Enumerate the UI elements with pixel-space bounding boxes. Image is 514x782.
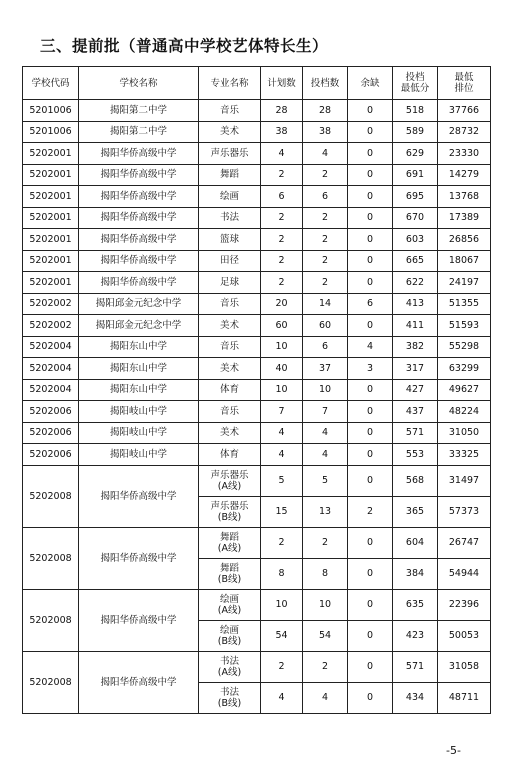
header-school-code: 学校代码 [23, 67, 79, 100]
table-row [23, 164, 491, 186]
plan-count-cell: 54 [261, 620, 303, 651]
filed-count-cell: 2 [303, 164, 348, 186]
header-min-score: 投档 最低分 [393, 67, 438, 100]
filed-count-cell: 38 [303, 121, 348, 143]
table-row [23, 527, 491, 558]
filed-count-cell: 4 [303, 422, 348, 444]
school-name-cell: 揭阳华侨高级中学 [79, 250, 199, 272]
filed-count-cell: 13 [303, 496, 348, 527]
min-score-cell: 568 [393, 465, 438, 496]
table-row [23, 100, 491, 122]
shortfall-cell: 0 [348, 401, 393, 423]
table-row [23, 589, 491, 620]
major-name-cell: 书法 [199, 207, 261, 229]
school-name-cell: 揭阳华侨高级中学 [79, 651, 199, 713]
table-body [23, 100, 491, 714]
header-school-name: 学校名称 [79, 67, 199, 100]
filed-count-cell: 4 [303, 444, 348, 466]
plan-count-cell: 2 [261, 527, 303, 558]
min-rank-cell: 50053 [438, 620, 491, 651]
min-rank-cell: 26856 [438, 229, 491, 251]
min-rank-cell: 48711 [438, 682, 491, 713]
filed-count-cell: 8 [303, 558, 348, 589]
filed-count-cell: 5 [303, 465, 348, 496]
major-name-cell: 书法 (B线) [199, 682, 261, 713]
min-rank-cell: 17389 [438, 207, 491, 229]
school-code-cell: 5202001 [23, 229, 79, 251]
school-code-cell: 5202001 [23, 186, 79, 208]
school-code-cell: 5202001 [23, 272, 79, 294]
min-score-cell: 365 [393, 496, 438, 527]
min-score-cell: 589 [393, 121, 438, 143]
plan-count-cell: 8 [261, 558, 303, 589]
plan-count-cell: 2 [261, 250, 303, 272]
plan-count-cell: 20 [261, 293, 303, 315]
plan-count-cell: 28 [261, 100, 303, 122]
school-code-cell: 5202008 [23, 465, 79, 527]
major-name-cell: 体育 [199, 379, 261, 401]
filed-count-cell: 2 [303, 229, 348, 251]
min-score-cell: 604 [393, 527, 438, 558]
filed-count-cell: 6 [303, 186, 348, 208]
major-name-cell: 美术 [199, 315, 261, 337]
school-name-cell: 揭阳第二中学 [79, 100, 199, 122]
major-name-cell: 音乐 [199, 293, 261, 315]
plan-count-cell: 2 [261, 272, 303, 294]
school-name-cell: 揭阳华侨高级中学 [79, 589, 199, 651]
school-name-cell: 揭阳东山中学 [79, 336, 199, 358]
min-rank-cell: 48224 [438, 401, 491, 423]
table-row [23, 401, 491, 423]
header-shortfall: 余缺 [348, 67, 393, 100]
plan-count-cell: 4 [261, 422, 303, 444]
plan-count-cell: 5 [261, 465, 303, 496]
filed-count-cell: 14 [303, 293, 348, 315]
shortfall-cell: 0 [348, 620, 393, 651]
section-heading: 三、提前批（普通高中学校艺体特长生） [40, 37, 329, 55]
major-name-cell: 美术 [199, 422, 261, 444]
min-score-cell: 317 [393, 358, 438, 380]
major-name-cell: 音乐 [199, 336, 261, 358]
school-name-cell: 揭阳岐山中学 [79, 401, 199, 423]
min-score-cell: 553 [393, 444, 438, 466]
min-rank-cell: 31058 [438, 651, 491, 682]
min-score-cell: 665 [393, 250, 438, 272]
table-row [23, 121, 491, 143]
shortfall-cell: 0 [348, 121, 393, 143]
school-name-cell: 揭阳邱金元纪念中学 [79, 315, 199, 337]
plan-count-cell: 2 [261, 229, 303, 251]
plan-count-cell: 4 [261, 682, 303, 713]
school-name-cell: 揭阳岐山中学 [79, 422, 199, 444]
min-rank-cell: 33325 [438, 444, 491, 466]
major-name-cell: 声乐器乐 (A线) [199, 465, 261, 496]
filed-count-cell: 6 [303, 336, 348, 358]
school-name-cell: 揭阳华侨高级中学 [79, 164, 199, 186]
school-code-cell: 5202002 [23, 315, 79, 337]
min-score-cell: 571 [393, 422, 438, 444]
table-row [23, 444, 491, 466]
major-name-cell: 绘画 (B线) [199, 620, 261, 651]
min-score-cell: 437 [393, 401, 438, 423]
major-name-cell: 舞蹈 [199, 164, 261, 186]
shortfall-cell: 0 [348, 186, 393, 208]
plan-count-cell: 15 [261, 496, 303, 527]
plan-count-cell: 60 [261, 315, 303, 337]
min-rank-cell: 23330 [438, 143, 491, 165]
shortfall-cell: 2 [348, 496, 393, 527]
plan-count-cell: 6 [261, 186, 303, 208]
min-score-cell: 413 [393, 293, 438, 315]
min-rank-cell: 31050 [438, 422, 491, 444]
min-score-cell: 518 [393, 100, 438, 122]
school-code-cell: 5201006 [23, 100, 79, 122]
school-name-cell: 揭阳华侨高级中学 [79, 465, 199, 527]
shortfall-cell: 0 [348, 250, 393, 272]
shortfall-cell: 0 [348, 143, 393, 165]
shortfall-cell: 0 [348, 527, 393, 558]
min-score-cell: 691 [393, 164, 438, 186]
school-code-cell: 5202001 [23, 164, 79, 186]
school-code-cell: 5202006 [23, 444, 79, 466]
major-name-cell: 书法 (A线) [199, 651, 261, 682]
filed-count-cell: 60 [303, 315, 348, 337]
plan-count-cell: 2 [261, 207, 303, 229]
filed-count-cell: 2 [303, 250, 348, 272]
major-name-cell: 音乐 [199, 401, 261, 423]
header-major-name: 专业名称 [199, 67, 261, 100]
min-rank-cell: 57373 [438, 496, 491, 527]
plan-count-cell: 2 [261, 164, 303, 186]
shortfall-cell: 0 [348, 100, 393, 122]
min-score-cell: 382 [393, 336, 438, 358]
plan-count-cell: 4 [261, 444, 303, 466]
plan-count-cell: 4 [261, 143, 303, 165]
min-rank-cell: 37766 [438, 100, 491, 122]
school-name-cell: 揭阳华侨高级中学 [79, 207, 199, 229]
min-score-cell: 427 [393, 379, 438, 401]
shortfall-cell: 0 [348, 164, 393, 186]
filed-count-cell: 10 [303, 589, 348, 620]
min-rank-cell: 26747 [438, 527, 491, 558]
header-filed-count: 投档数 [303, 67, 348, 100]
school-name-cell: 揭阳东山中学 [79, 358, 199, 380]
header-min-rank: 最低 排位 [438, 67, 491, 100]
admission-table [22, 66, 491, 714]
min-score-cell: 629 [393, 143, 438, 165]
shortfall-cell: 0 [348, 229, 393, 251]
major-name-cell: 绘画 (A线) [199, 589, 261, 620]
shortfall-cell: 0 [348, 315, 393, 337]
table-row [23, 186, 491, 208]
min-rank-cell: 54944 [438, 558, 491, 589]
header-row [23, 67, 491, 100]
major-name-cell: 声乐器乐 [199, 143, 261, 165]
min-score-cell: 384 [393, 558, 438, 589]
school-name-cell: 揭阳华侨高级中学 [79, 186, 199, 208]
filed-count-cell: 37 [303, 358, 348, 380]
major-name-cell: 美术 [199, 121, 261, 143]
min-score-cell: 571 [393, 651, 438, 682]
min-score-cell: 434 [393, 682, 438, 713]
school-code-cell: 5202004 [23, 358, 79, 380]
min-score-cell: 622 [393, 272, 438, 294]
page-number: -5- [446, 744, 461, 757]
major-name-cell: 绘画 [199, 186, 261, 208]
school-name-cell: 揭阳第二中学 [79, 121, 199, 143]
plan-count-cell: 7 [261, 401, 303, 423]
shortfall-cell: 0 [348, 651, 393, 682]
table-row [23, 143, 491, 165]
min-rank-cell: 63299 [438, 358, 491, 380]
table-row [23, 250, 491, 272]
school-name-cell: 揭阳岐山中学 [79, 444, 199, 466]
min-rank-cell: 24197 [438, 272, 491, 294]
shortfall-cell: 0 [348, 465, 393, 496]
filed-count-cell: 2 [303, 207, 348, 229]
table-row [23, 379, 491, 401]
major-name-cell: 舞蹈 (A线) [199, 527, 261, 558]
school-code-cell: 5202002 [23, 293, 79, 315]
shortfall-cell: 0 [348, 272, 393, 294]
min-rank-cell: 51593 [438, 315, 491, 337]
filed-count-cell: 10 [303, 379, 348, 401]
school-name-cell: 揭阳华侨高级中学 [79, 229, 199, 251]
table-row [23, 358, 491, 380]
shortfall-cell: 3 [348, 358, 393, 380]
plan-count-cell: 10 [261, 589, 303, 620]
min-rank-cell: 49627 [438, 379, 491, 401]
shortfall-cell: 0 [348, 589, 393, 620]
major-name-cell: 体育 [199, 444, 261, 466]
min-rank-cell: 18067 [438, 250, 491, 272]
shortfall-cell: 0 [348, 207, 393, 229]
filed-count-cell: 7 [303, 401, 348, 423]
shortfall-cell: 0 [348, 444, 393, 466]
school-code-cell: 5202001 [23, 143, 79, 165]
filed-count-cell: 4 [303, 682, 348, 713]
min-rank-cell: 31497 [438, 465, 491, 496]
table-row [23, 651, 491, 682]
min-rank-cell: 14279 [438, 164, 491, 186]
plan-count-cell: 38 [261, 121, 303, 143]
min-score-cell: 603 [393, 229, 438, 251]
table-row [23, 465, 491, 496]
min-rank-cell: 51355 [438, 293, 491, 315]
table-row [23, 336, 491, 358]
school-name-cell: 揭阳华侨高级中学 [79, 143, 199, 165]
major-name-cell: 篮球 [199, 229, 261, 251]
major-name-cell: 音乐 [199, 100, 261, 122]
table-row [23, 207, 491, 229]
filed-count-cell: 28 [303, 100, 348, 122]
major-name-cell: 足球 [199, 272, 261, 294]
table-row [23, 229, 491, 251]
table-row [23, 272, 491, 294]
min-score-cell: 695 [393, 186, 438, 208]
shortfall-cell: 6 [348, 293, 393, 315]
school-code-cell: 5202001 [23, 250, 79, 272]
shortfall-cell: 0 [348, 558, 393, 589]
plan-count-cell: 10 [261, 379, 303, 401]
min-rank-cell: 55298 [438, 336, 491, 358]
min-score-cell: 411 [393, 315, 438, 337]
shortfall-cell: 4 [348, 336, 393, 358]
header-plan-count: 计划数 [261, 67, 303, 100]
filed-count-cell: 2 [303, 527, 348, 558]
major-name-cell: 声乐器乐 (B线) [199, 496, 261, 527]
school-name-cell: 揭阳华侨高级中学 [79, 272, 199, 294]
school-code-cell: 5202008 [23, 651, 79, 713]
major-name-cell: 舞蹈 (B线) [199, 558, 261, 589]
school-code-cell: 5202001 [23, 207, 79, 229]
filed-count-cell: 54 [303, 620, 348, 651]
major-name-cell: 美术 [199, 358, 261, 380]
school-code-cell: 5202008 [23, 589, 79, 651]
min-score-cell: 635 [393, 589, 438, 620]
min-rank-cell: 13768 [438, 186, 491, 208]
school-code-cell: 5202006 [23, 401, 79, 423]
major-name-cell: 田径 [199, 250, 261, 272]
filed-count-cell: 2 [303, 272, 348, 294]
school-name-cell: 揭阳邱金元纪念中学 [79, 293, 199, 315]
school-code-cell: 5202004 [23, 336, 79, 358]
school-name-cell: 揭阳华侨高级中学 [79, 527, 199, 589]
table-row [23, 293, 491, 315]
filed-count-cell: 4 [303, 143, 348, 165]
plan-count-cell: 2 [261, 651, 303, 682]
min-rank-cell: 22396 [438, 589, 491, 620]
min-score-cell: 670 [393, 207, 438, 229]
table-row [23, 315, 491, 337]
school-code-cell: 5202004 [23, 379, 79, 401]
plan-count-cell: 40 [261, 358, 303, 380]
min-rank-cell: 28732 [438, 121, 491, 143]
filed-count-cell: 2 [303, 651, 348, 682]
min-score-cell: 423 [393, 620, 438, 651]
table-header [23, 67, 491, 100]
table-row [23, 422, 491, 444]
school-code-cell: 5202008 [23, 527, 79, 589]
school-code-cell: 5201006 [23, 121, 79, 143]
shortfall-cell: 0 [348, 422, 393, 444]
shortfall-cell: 0 [348, 682, 393, 713]
plan-count-cell: 10 [261, 336, 303, 358]
shortfall-cell: 0 [348, 379, 393, 401]
school-code-cell: 5202006 [23, 422, 79, 444]
school-name-cell: 揭阳东山中学 [79, 379, 199, 401]
